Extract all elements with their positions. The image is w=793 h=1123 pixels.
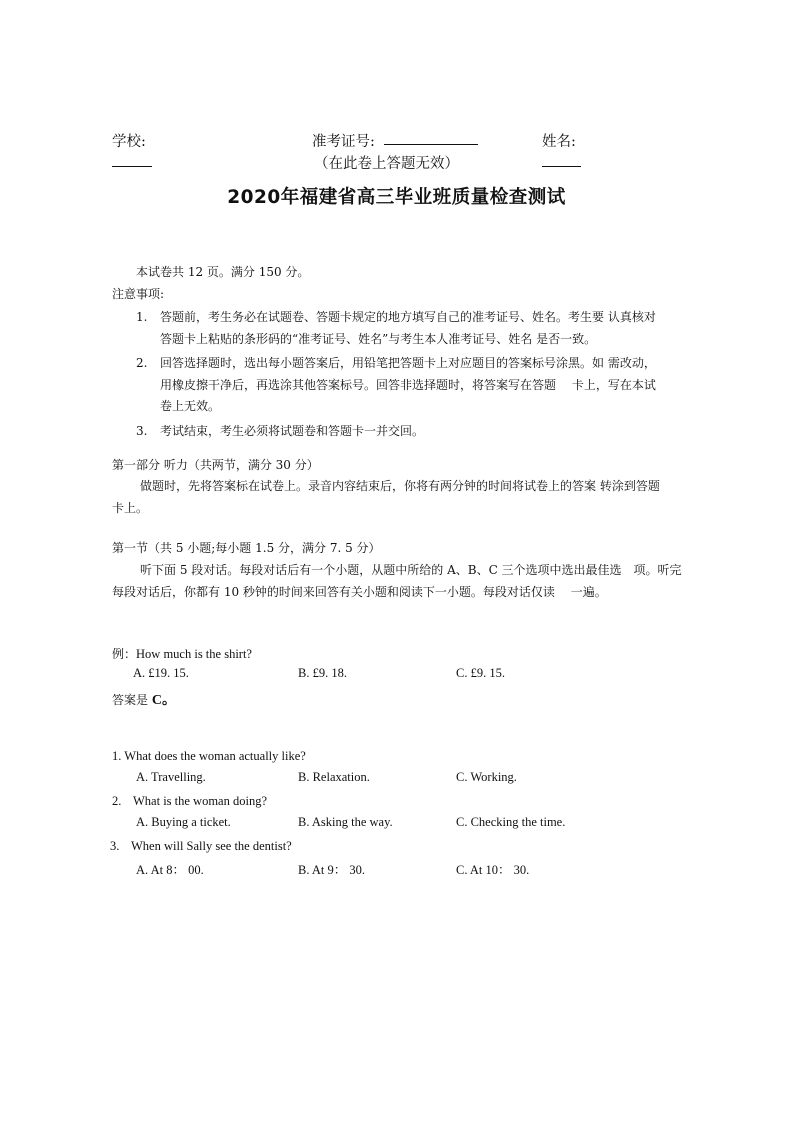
- note-number: 1.: [136, 310, 148, 324]
- note-text: 答题前，考生务必在试题卷、答题卡规定的地方填写自己的准考证号、姓名。考生要 认真核对答题卡上粘贴的条形码的“准考证号、姓名”与考生本人准考证号、姓名 是否一致。: [160, 310, 656, 346]
- school-label: 学校:: [112, 134, 146, 150]
- note-item: [136, 421, 656, 443]
- question-number: 1.: [112, 749, 122, 763]
- example-question-text: How much is the shirt?: [136, 647, 252, 661]
- example-option-a: A. £19. 15.: [133, 666, 189, 680]
- example-question: [112, 643, 252, 666]
- question-3-option-c: C. At 10： 30.: [456, 863, 530, 877]
- notes-list: [136, 307, 656, 445]
- note-number: 3.: [136, 423, 148, 438]
- question-text: What does the woman actually like?: [124, 749, 306, 763]
- example-answer-line: [112, 689, 176, 712]
- note-number: 2.: [136, 356, 148, 370]
- school-blank: [112, 152, 152, 167]
- example-label: 例：: [112, 647, 137, 661]
- question-1-option-a: A. Travelling.: [136, 770, 206, 784]
- example-option-b: B. £9. 18.: [298, 666, 347, 680]
- page-title: 2020年福建省高三毕业班质量检查测试: [227, 187, 566, 208]
- section1-heading: 第一节（共 5 小题;每小题 1.5 分，满分 7. 5 分）: [112, 541, 381, 555]
- name-label: 姓名:: [542, 134, 576, 150]
- question-3-option-a: A. At 8： 00.: [136, 863, 204, 877]
- question-2-option-b: B. Asking the way.: [298, 815, 393, 829]
- invalid-note: （在此卷上答题无效）: [314, 156, 459, 172]
- question-2-option-c: C. Checking the time.: [456, 815, 566, 829]
- section1-instruction: 听下面 5 段对话。每段对话后有一个小题，从题中所给的 A、B、C 三个选项中选出最佳选 项。听完每段对话后，你都有 10 秒钟的时间来回答有关小题和阅读下一小题。每段对话仅读 一遍。: [112, 563, 682, 599]
- intro-text: 本试卷共 12 页。满分 150 分。: [136, 265, 310, 279]
- part1-heading: 第一部分 听力（共两节，满分 30 分）: [112, 458, 319, 472]
- part1-instruction: 做题时，先将答案标在试卷上。录音内容结束后，你将有两分钟的时间将试卷上的答案 转涂到答题卡上。: [112, 479, 660, 515]
- example-option-c: C. £9. 15.: [456, 666, 505, 680]
- note-item: [136, 353, 656, 418]
- example-answer: C。: [151, 693, 176, 708]
- note-text: 回答选择题时，选出每小题答案后，用铅笔把答题卡上对应题目的答案标号涂黑。如 需改动，用橡皮擦干净后，再选涂其他答案标号。回答非选择题时，将答案写在答题 卡上，写在本试卷上无效。: [160, 356, 656, 413]
- note-item: [136, 307, 656, 350]
- question-2-number: 2.: [112, 794, 122, 808]
- note-text: 考试结束，考生必须将试题卷和答题卡一并交回。: [160, 423, 425, 438]
- question-1: [112, 749, 306, 764]
- question-2-text: What is the woman doing?: [133, 794, 267, 808]
- question-3-option-b: B. At 9： 30.: [298, 863, 366, 877]
- notes-heading: 注意事项:: [112, 287, 165, 301]
- question-2-option-a: A. Buying a ticket.: [136, 815, 231, 829]
- question-3-text: When will Sally see the dentist?: [131, 839, 292, 853]
- question-1-option-b: B. Relaxation.: [298, 770, 370, 784]
- name-blank: [542, 152, 581, 167]
- exam-id-blank: [384, 130, 478, 145]
- question-3-number: 3.: [110, 839, 120, 853]
- exam-id-label: 准考证号:: [312, 134, 375, 150]
- example-answer-prefix: 答案是: [112, 693, 152, 707]
- question-1-option-c: C. Working.: [456, 770, 517, 784]
